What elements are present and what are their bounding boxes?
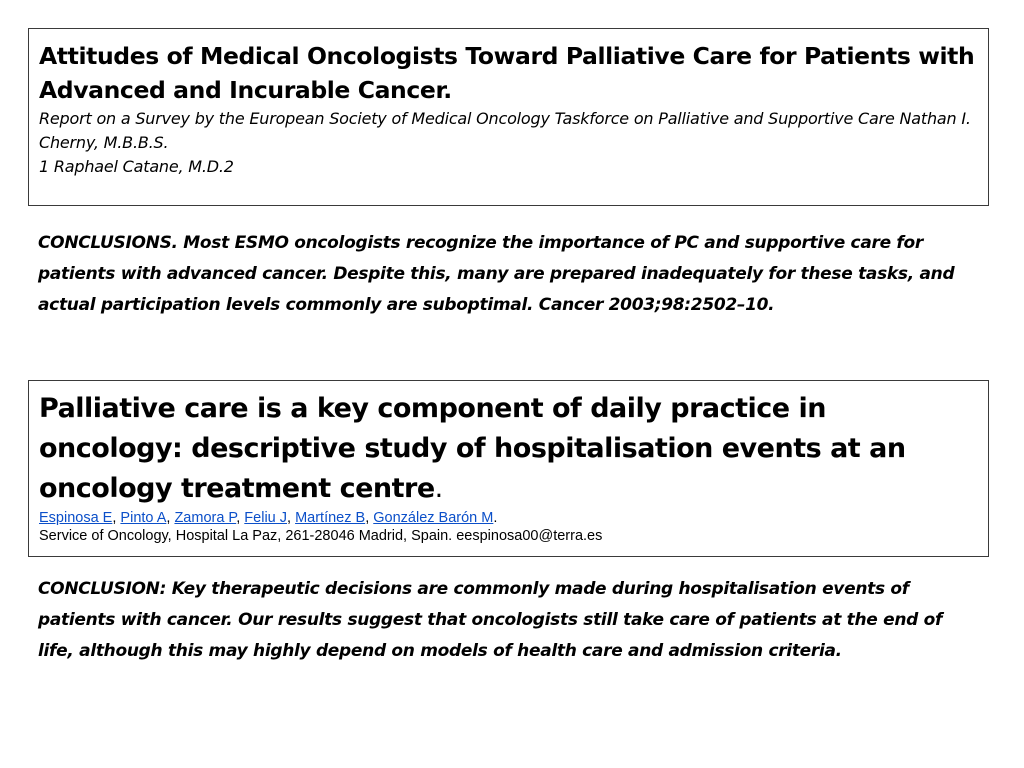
article2-title-text: Palliative care is a key component of daily practice in oncology: descriptive study of hospitalisation events at an oncology treatment centre bbox=[39, 393, 906, 504]
article1-title: Attitudes of Medical Oncologists Toward Palliative Care for Patients with Advanced and Incurable Cancer. bbox=[39, 42, 975, 104]
author-link-gonzalez-baron[interactable]: González Barón M bbox=[373, 510, 494, 526]
article2-conclusion: CONCLUSION: Key therapeutic decisions are commonly made during hospitalisation events of patients with cancer. Our results suggest that oncologists still take care of patients at the end of life, although this may highly depend on models of health care and admission criteria. bbox=[38, 579, 943, 661]
authors-period: . bbox=[493, 510, 498, 526]
article1-box bbox=[28, 28, 989, 206]
author-link-espinosa[interactable]: Espinosa E bbox=[39, 510, 113, 526]
author-link-feliu[interactable]: Feliu J bbox=[244, 510, 288, 526]
article2-authors bbox=[39, 509, 978, 527]
article2-affiliation: Service of Oncology, Hospital La Paz, 261-28046 Madrid, Spain. eespinosa00@terra.es bbox=[39, 528, 603, 544]
article2-title-period: . bbox=[434, 473, 443, 504]
article2-box bbox=[28, 380, 989, 557]
author-separator: , bbox=[287, 510, 296, 526]
author-separator: , bbox=[236, 510, 245, 526]
author-link-martinez[interactable]: Martínez B bbox=[295, 510, 366, 526]
article1-conclusion: CONCLUSIONS. Most ESMO oncologists recognize the importance of PC and supportive care for patients with advanced cancer. Despite this, many are prepared inadequately for these tasks, and actual participation levels commonly are suboptimal. Cancer 2003;98:2502–10. bbox=[38, 233, 955, 315]
author-separator: , bbox=[365, 510, 374, 526]
author-separator: , bbox=[112, 510, 121, 526]
article1-authors-line: 1 Raphael Catane, M.D.2 bbox=[39, 157, 234, 176]
author-link-pinto[interactable]: Pinto A bbox=[120, 510, 167, 526]
author-separator: , bbox=[166, 510, 175, 526]
article1-subtitle: Report on a Survey by the European Society of Medical Oncology Taskforce on Palliative and Supportive Care Nathan I. Cherny, M.B.B.S. bbox=[39, 109, 971, 152]
article2-title bbox=[39, 389, 978, 509]
author-link-zamora[interactable]: Zamora P bbox=[174, 510, 237, 526]
